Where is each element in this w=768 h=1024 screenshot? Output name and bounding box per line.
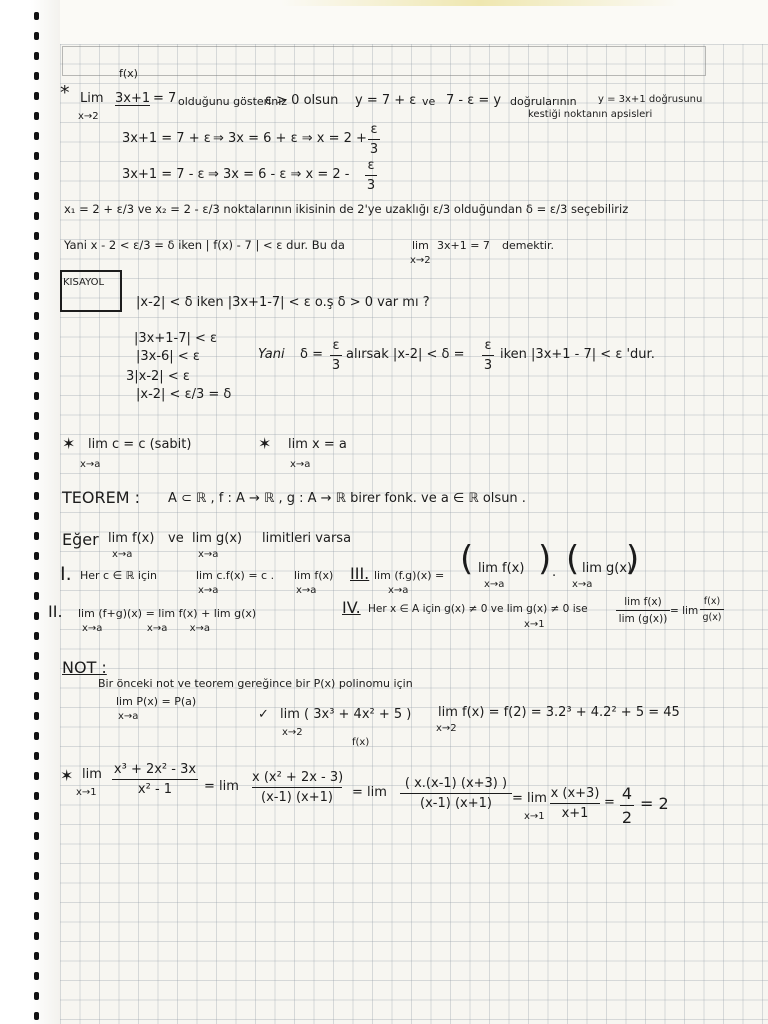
lim-subscript: x→2	[282, 727, 303, 738]
lim-expression: lim (f+g)(x) = lim f(x) + lim g(x)	[78, 607, 257, 620]
fraction: ε 3	[331, 338, 341, 373]
fraction: f(x) g(x)	[700, 596, 724, 623]
star-marker: *	[60, 82, 70, 104]
fraction: ε 3	[366, 158, 376, 193]
star-marker: ✶	[60, 766, 74, 785]
rule-label: I.	[60, 563, 72, 585]
lim-expression: 3x+1	[115, 91, 151, 106]
close-paren: )	[626, 539, 640, 579]
lim-subscript: x→2	[410, 255, 431, 266]
lim-subscript: x→a	[198, 585, 219, 596]
text: y = 7 + ε	[355, 93, 417, 108]
check-icon: ✓	[258, 707, 269, 722]
text: Her x ∈ A için g(x) ≠ 0 ve lim g(x) ≠ 0 ise	[368, 603, 588, 615]
lim-subscript: x→a	[118, 711, 139, 722]
text: kestiği noktanın apsisleri	[528, 109, 653, 120]
not-text: Bir önceki not ve teorem gereğince bir P(x) polinomu için	[98, 677, 413, 690]
text: olduğunu gösteriniz	[178, 95, 288, 108]
equation-line: ⇒ 3x = 6 + ε ⇒ x = 2 +	[213, 131, 367, 146]
lim-expression: lim c = c (sabit)	[88, 437, 192, 452]
star-marker: ✶	[258, 434, 272, 453]
page-header-band	[60, 0, 768, 44]
text: = lim	[204, 779, 239, 794]
lim-expression: lim P(x) = P(a)	[116, 695, 197, 708]
fraction: 4 2	[621, 784, 633, 827]
equation-line: ⇒ 3x = 6 - ε ⇒ x = 2 -	[208, 167, 350, 182]
page-margin	[0, 0, 60, 1024]
step: 3|x-2| < ε	[126, 369, 190, 384]
lim-subscript: x→1	[524, 811, 545, 822]
step: |x-2| < ε/3 = δ	[136, 387, 232, 402]
underbrace-label: f(x)	[352, 737, 370, 748]
step: |3x-6| < ε	[136, 349, 200, 364]
fraction: x (x² + 2x - 3) (x-1) (x+1)	[252, 770, 344, 805]
lim-expression: lim g(x)	[192, 531, 243, 546]
fraction: x³ + 2x² - 3x x² - 1	[113, 762, 197, 797]
fraction: x (x+3) x+1	[550, 786, 600, 821]
lim-value: = 7	[153, 91, 177, 106]
lim-label: Lim	[80, 91, 104, 106]
lim-subscript: x→a	[388, 585, 409, 596]
close-paren: )	[538, 539, 552, 579]
explanation-line: x₁ = 2 + ε/3 ve x₂ = 2 - ε/3 noktalarının ikisinin de 2'ye uzaklığı ε/3 olduğundan δ = ε/3 seçebiliriz	[64, 202, 629, 216]
lim-expression: lim f(x) = f(2) = 3.2³ + 4.2² + 5 = 45	[438, 705, 680, 720]
step: |3x+1-7| < ε	[134, 331, 218, 346]
lim-subscript: x→2	[436, 723, 457, 734]
lim-expression: lim f(x)	[108, 531, 155, 546]
teorem-title: TEOREM :	[62, 488, 140, 507]
lim-subscript: x→a	[80, 459, 101, 470]
text: limitleri varsa	[262, 531, 352, 546]
fraction: ( x.(x-1) (x+3) ) (x-1) (x+1)	[400, 776, 512, 811]
rule-label: IV.	[342, 598, 361, 617]
text: ε > 0 olsun	[265, 93, 339, 108]
lim-expression: lim ( 3x³ + 4x² + 5 )	[280, 707, 412, 722]
fx-annotation: f(x)	[119, 67, 138, 80]
teorem-text: A ⊂ ℝ , f : A → ℝ , g : A → ℝ birer fonk. ve a ∈ ℝ olsun .	[168, 491, 526, 506]
lim-subscript: x→a	[290, 459, 311, 470]
lim-subscript: x→a	[572, 579, 593, 590]
lim-subscript: x→1	[524, 619, 545, 630]
not-title: NOT :	[62, 658, 107, 677]
lim-expression: 3x+1 = 7	[437, 239, 490, 252]
text: Her c ∈ ℝ için	[80, 569, 158, 582]
lim-label: lim	[82, 767, 102, 782]
lim-subscript: x→a	[484, 579, 505, 590]
fraction: lim f(x) lim (g(x))	[616, 596, 670, 625]
text: Eğer	[62, 530, 99, 549]
kisayol-label: KISAYOL	[63, 277, 105, 288]
equation-line: 3x+1 = 7 - ε	[122, 167, 205, 182]
star-marker: ✶	[62, 434, 76, 453]
lim-expression: lim x = a	[288, 437, 347, 452]
rule-label: III.	[350, 564, 370, 583]
lim-expression: lim g(x)	[582, 561, 633, 576]
equation-line: 3x+1 = 7 + ε	[122, 131, 211, 146]
lim-subscript: x→1	[76, 787, 97, 798]
open-paren: (	[566, 539, 580, 579]
header-box	[62, 46, 706, 76]
text: demektir.	[502, 239, 554, 252]
open-paren: (	[460, 539, 474, 579]
kisayol-question: |x-2| < δ iken |3x+1-7| < ε o.ş δ > 0 var mı ?	[136, 295, 430, 310]
lim-expression: lim f(x)	[478, 561, 525, 576]
lim-expression: lim f(x)	[294, 569, 334, 582]
text: doğrularının	[510, 95, 577, 108]
text: = lim	[670, 605, 699, 617]
text: y = 3x+1 doğrusunu	[598, 94, 703, 105]
text: =	[604, 795, 615, 810]
text: ve	[168, 531, 184, 546]
text: Yani	[258, 347, 285, 362]
text: = lim	[512, 791, 547, 806]
text: iken |3x+1 - 7| < ε 'dur.	[500, 347, 655, 362]
lim-label: lim	[412, 239, 429, 252]
lim-expression: lim (f.g)(x) =	[374, 569, 445, 582]
lim-subscript: x→a x→a x→a	[82, 623, 211, 634]
lim-subscript: x→a	[112, 549, 133, 560]
lim-subscript: x→a	[198, 549, 219, 560]
explanation-line: Yani x - 2 < ε/3 = δ iken | f(x) - 7 | < ε dur. Bu da	[64, 238, 345, 252]
fraction: ε 3	[369, 122, 379, 157]
rule-label: II.	[48, 602, 63, 621]
text: alırsak |x-2| < δ =	[346, 347, 465, 362]
fraction: ε 3	[483, 338, 493, 373]
lim-subscript: x→a	[296, 585, 317, 596]
text: = lim	[352, 785, 387, 800]
lim-subscript: x→2	[78, 111, 99, 122]
text: .	[552, 565, 557, 580]
text: ve	[422, 95, 436, 108]
text: 7 - ε = y	[446, 93, 502, 108]
text: δ =	[300, 347, 323, 362]
lim-expression: lim c.f(x) = c .	[196, 569, 275, 582]
result: = 2	[640, 794, 669, 813]
